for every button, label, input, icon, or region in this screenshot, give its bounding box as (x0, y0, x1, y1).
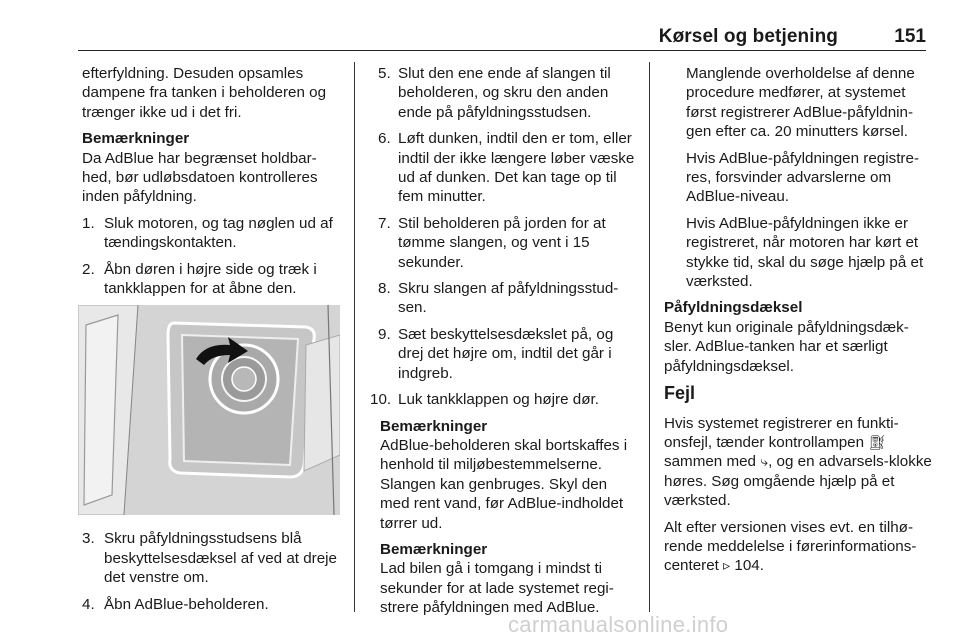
paragraph-message (664, 518, 932, 576)
column-divider-1 (354, 62, 355, 612)
step-text: Sluk motoren, og tag nøglen ud af tændingskontakten. (104, 214, 333, 252)
step-number: 4. (82, 595, 95, 613)
fuel-flap-drawing (78, 305, 340, 515)
paragraph-intro: efterfyldning. Desuden opsamles dampene fra tanken i beholderen og trænger ikke ud i det fri. (82, 65, 327, 121)
step-7 (370, 214, 636, 272)
section-title-fault: Fejl (664, 383, 696, 404)
message-text: Alt efter versionen vises evt. en tilhø-rende meddelelse i førerinformations-centeret (664, 518, 917, 575)
step-number: 2. (82, 260, 95, 278)
note-text: Lad bilen gå i tomgang i mindst ti sekunder for at lade systemet regi-strere påfyldningen med AdBlue. (380, 560, 614, 617)
watermark: carmanualsonline.info (508, 612, 729, 637)
step-text: Skru påfyldningsstudsens blå beskyttelsesdæksel af ved at dreje det venstre om. (104, 530, 337, 587)
step-text: Skru slangen af påfyldningsstud-sen. (398, 280, 619, 317)
page-reference-icon: ▹ (723, 557, 731, 574)
paragraph-procedure: Manglende overholdelse af denne procedure medfører, at systemet først registrerer AdBlue-påfyldnin-gen efter ca. 20 minutters kørsel. (686, 65, 915, 141)
step-6 (370, 129, 636, 207)
step-text: Luk tankklappen og højre dør. (398, 391, 599, 409)
step-number: 6. (378, 130, 391, 148)
step-4 (82, 595, 344, 614)
fault-text-3: , og en advarsels-klokke høres. Søg omgående hjælp på et værksted. (664, 453, 932, 510)
step-number: 5. (378, 65, 391, 82)
step-number: 1. (82, 214, 95, 232)
step-number: 7. (378, 214, 391, 232)
chapter-title: Kørsel og betjening (658, 26, 838, 47)
step-number: 3. (82, 530, 95, 548)
step-text: Åbn døren i højre side og træk i tankklappen for at åbne den. (104, 260, 317, 298)
page-reference[interactable]: 104. (734, 557, 764, 575)
step-3 (82, 529, 344, 587)
note-title: Bemærkninger (82, 130, 190, 148)
column-2 (370, 64, 636, 625)
note-title: Bemærkninger (380, 417, 488, 435)
step-text: Slut den ene ende af slangen til beholderen, og skru den anden ende på påfyldningsstudsen. (398, 65, 611, 121)
note-2 (370, 540, 636, 618)
paragraph-registered: Hvis AdBlue-påfyldningen registre-res, forsvinder advarslerne om AdBlue-niveau. (686, 149, 919, 206)
step-2 (82, 260, 344, 299)
note-text: AdBlue-beholderen skal bortskaffes i henhold til miljøbestemmelserne. Slangen kan genbruges. Skyl den med rent vand, før AdBlue-indholdet tørrer ud. (380, 436, 628, 532)
note-text: Da AdBlue har begrænset holdbar-hed, bør udløbsdatoen kontrolleres inden påfyldning. (82, 149, 318, 206)
subsection-text: Benyt kun originale påfyldningsdæk-sler. AdBlue-tanken har et særligt påfyldningsdæksel. (664, 318, 909, 375)
step-10 (370, 390, 636, 409)
paragraph-fault (664, 414, 932, 511)
step-text: Sæt beskyttelsesdækslet på, og drej det højre om, indtil det går i indgreb. (398, 325, 614, 382)
step-number: 10. (370, 391, 392, 409)
step-text: Stil beholderen på jorden for at tømme slangen, og vent i 15 sekunder. (398, 214, 606, 271)
column-3 (664, 64, 932, 583)
page-header (78, 20, 926, 51)
column-divider-2 (649, 62, 650, 612)
step-9 (370, 325, 636, 383)
step-number: 9. (378, 325, 391, 343)
note (82, 129, 344, 207)
step-1 (82, 214, 344, 253)
filler-cap-section (664, 298, 932, 376)
paragraph-not-registered: Hvis AdBlue-påfyldningen ikke er registreret, når motoren har kørt et stykke tid, skal du søge hjælp på et værksted. (686, 214, 924, 291)
step-8 (370, 279, 636, 318)
page-number: 151 (894, 26, 926, 47)
engine-warning-icon: ⛽︎ (868, 433, 887, 450)
subsection-title: Påfyldningsdæksel (664, 299, 803, 317)
step-text: Åbn AdBlue-beholderen. (104, 595, 269, 613)
note-1 (370, 417, 636, 533)
fault-text-2: sammen med (664, 453, 757, 471)
service-wrench-icon: ⤷ (760, 453, 769, 470)
fuel-flap-illustration (78, 305, 340, 515)
fault-text-1: Hvis systemet registrerer en funkti-onsfejl, tænder kontrollampen (664, 414, 899, 451)
note-title: Bemærkninger (380, 540, 488, 558)
step-5 (370, 64, 636, 122)
column-1 (82, 64, 344, 621)
step-text: Løft dunken, indtil den er tom, eller indtil der ikke længere løber væske ud af dunken. Det kan tage op til fem minutter. (398, 130, 635, 206)
step-number: 8. (378, 280, 391, 298)
